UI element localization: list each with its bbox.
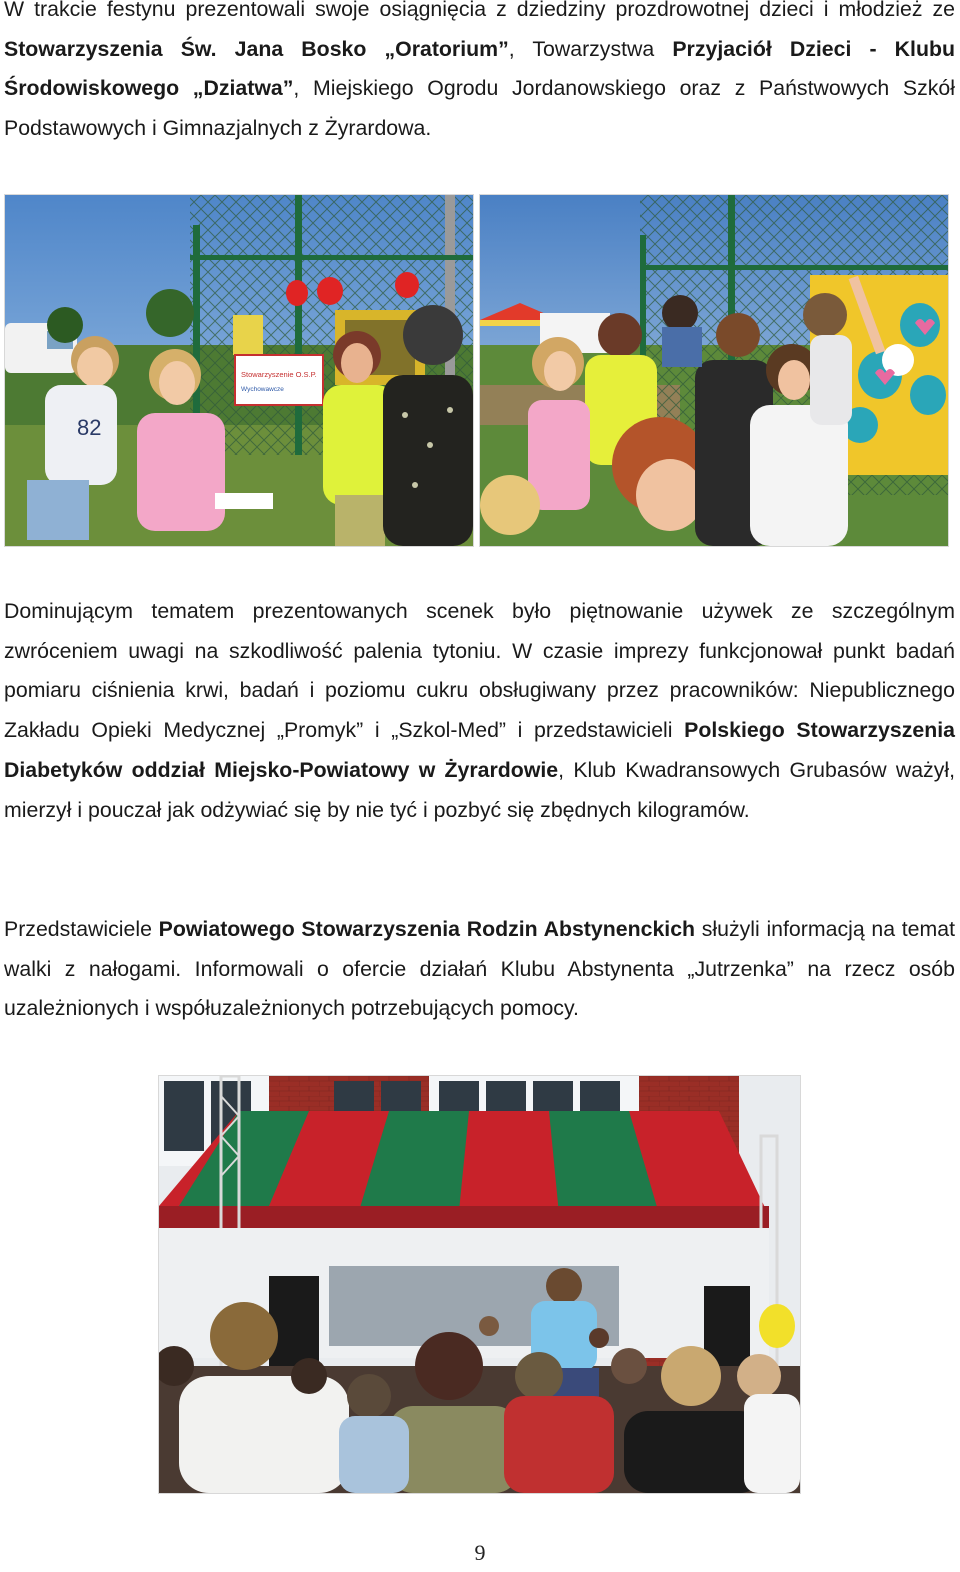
photo-children-presenting [4, 194, 474, 547]
photo-festival-stage [158, 1075, 801, 1494]
photo-children-at-poster [479, 194, 949, 547]
org-name-diabetics-association: Polskiego Stowarzyszenia Diabetyków oddział Miejsko-Powiatowy w Żyrardowie [4, 718, 955, 782]
page-number: 9 [474, 1540, 486, 1565]
paragraph-abstinence-association: Przedstawiciele Powiatowego Stowarzyszenia Rodzin Abstynenckich służyli informacją na temat walki z nałogami. Informowali o ofercie działań Klubu Abstynenta „Jutrzenka” na rzecz osób uzależnionych i współuzależnionych potrzebujących pomocy. [4, 917, 956, 1021]
org-name-oratorium: Stowarzyszenia Św. Jana Bosko „Oratorium” [4, 36, 509, 61]
sign-text-line1: Stowarzyszenie O.S.P. [241, 370, 317, 379]
sign-text-line2: Wychowawcze [241, 386, 284, 393]
svg-text:82: 82 [77, 415, 102, 440]
org-name-abstinence-families: Powiatowego Stowarzyszenia Rodzin Abstynenckich [158, 917, 696, 941]
paragraph-festival-intro: W trakcie festynu prezentowali swoje osiągnięcia z dziedziny prozdrowotnej dzieci i młodzież ze Stowarzyszenia Św. Jana Bosko „Oratorium”, Towarzystwa Przyjaciół Dzieci - Klubu Środowiskowego „Dziatwa”, Miejskiego Ogrodu Jordanowskiego oraz z Państwowych Szkół Podstawowych i Gimnazjalnych z Żyrardowa. [4, 0, 956, 141]
org-name-dziatwa: Przyjaciół Dzieci - Klubu Środowiskowego „Dziatwa” [4, 36, 956, 101]
paragraph-health-checks: Dominującym tematem prezentowanych scenek było piętnowanie używek ze szczególnym zwróceniem uwagi na szkodliwość palenia tytoniu. W czasie imprezy funkcjonował punkt badań pomiaru ciśnienia krwi, badań i poziomu cukru obsługiwany przez pracowników: Niepublicznego Zakładu Opieki Medycznej „Promyk” i „Szkol-Med” i przedstawicieli Polskiego Stowarzyszenia Diabetyków oddział Miejsko-Powiatowy w Żyrardowie, Klub Kwadransowych Grubasów ważył, mierzył i pouczał jak odżywiać się by nie tyć i pozbyć się zbędnych kilogramów. [4, 599, 955, 822]
